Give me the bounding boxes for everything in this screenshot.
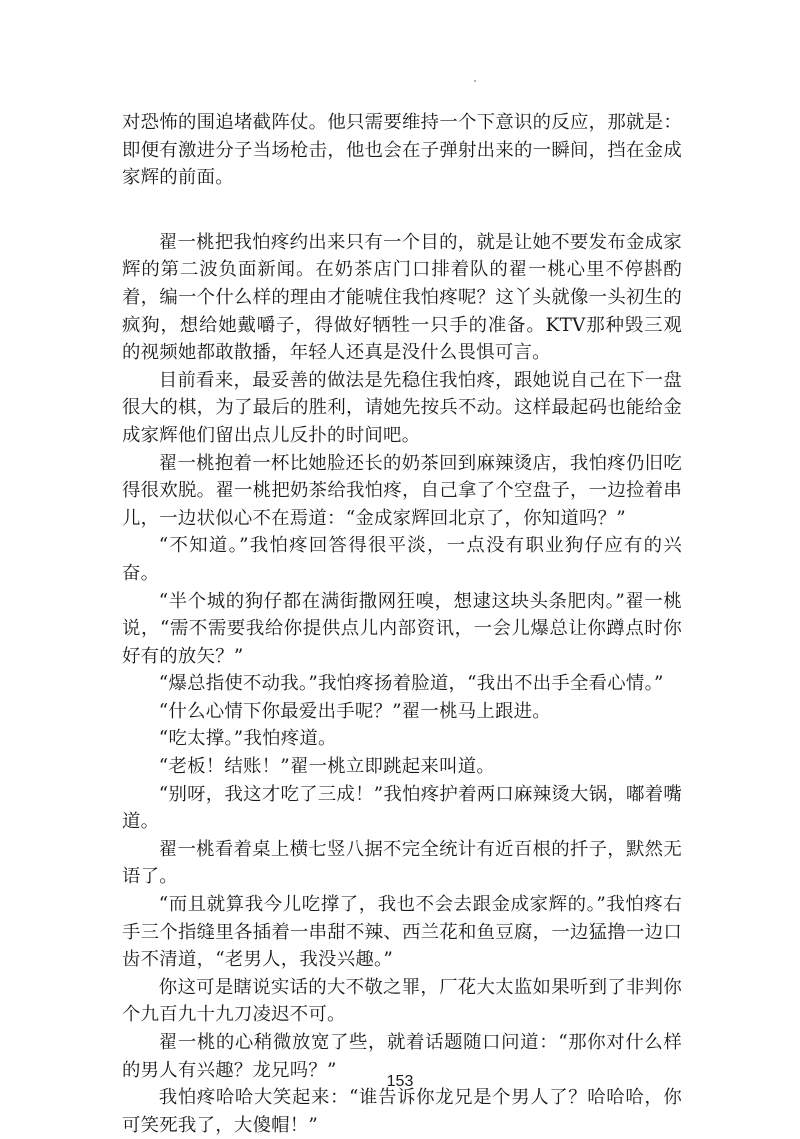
body-text — [122, 109, 682, 1139]
paragraph-continuation: 对恐怖的围追堵截阵仗。他只需要维持一个下意识的反应，那就是：即便有激进分子当场枪击，他也会在子弹射出来的一瞬间，挡在金成家辉的前面。 — [122, 112, 682, 189]
paragraph: “什么心情下你最爱出手呢？”翟一桃马上跟进。 — [158, 700, 551, 722]
paragraph: 翟一桃的心稍微放宽了些，就着话题随口问道：“那你对什么样的男人有兴趣？龙兄吗？” — [122, 1032, 682, 1081]
paragraph: “半个城的狗仔都在满街撒网狂嗅，想逮这块头条肥肉。”翟一桃说，“需不需要我给你提供点儿内部资讯，一会儿爆总让你蹲点时你好有的放矢？” — [122, 590, 682, 667]
paragraph: 我怕疼哈哈大笑起来：“谁告诉你龙兄是个男人了？哈哈哈，你可笑死我了，大傻帽！” — [122, 1087, 682, 1136]
paragraph: “老板！结账！”翟一桃立即跳起来叫道。 — [158, 756, 495, 778]
paragraph: 你这可是瞎说实话的大不敬之罪，厂花大太监如果听到了非判你个九百九十九刀凌迟不可。 — [122, 976, 682, 1026]
paragraph: 翟一桃把我怕疼约出来只有一个目的，就是让她不要发布金成家辉的第二波负面新闻。在奶茶店门口排着队的翟一桃心里不停斟酌着，编一个什么样的理由才能唬住我怕疼呢？这丫头就像一头初生的疯狗，想给她戴嚼子，得做好牺牲一只手的准备。KTV那种毁三观的视频她都敢散播，年轻人还真是没什么畏惧可言。 — [122, 231, 682, 364]
paragraph: 翟一桃看着桌上横七竖八据不完全统计有近百根的扦子，默然无语了。 — [122, 838, 682, 888]
page-number: 153 — [386, 1073, 414, 1090]
paragraph: 翟一桃抱着一杯比她脸还长的奶茶回到麻辣烫店，我怕疼仍旧吃得很欢脱。翟一桃把奶茶给我怕疼，自己拿了个空盘子，一边捡着串儿，一边状似心不在焉道：“金成家辉回北京了，你知道吗？” — [122, 452, 682, 529]
paragraph: “而且就算我今儿吃撑了，我也不会去跟金成家辉的。”我怕疼右手三个指缝里各插着一串甜不辣、西兰花和鱼豆腐，一边猛撸一边口齿不清道，“老男人，我没兴趣。” — [122, 894, 682, 971]
paragraph: “别呀，我这才吃了三成！”我怕疼护着两口麻辣烫大锅，嘟着嘴道。 — [122, 783, 682, 833]
paragraph: “爆总指使不动我。”我怕疼扬着脸道，“我出不出手全看心情。” — [158, 673, 664, 695]
paragraph: “吃太撑。”我怕疼道。 — [158, 728, 337, 750]
paragraph: “不知道。”我怕疼回答得很平淡，一点没有职业狗仔应有的兴奋。 — [122, 535, 682, 584]
scan-speck — [474, 80, 476, 82]
paragraph: 目前看来，最妥善的做法是先稳住我怕疼，跟她说自己在下一盘很大的棋，为了最后的胜利，请她先按兵不动。这样最起码也能给金成家辉他们留出点儿反扑的时间吧。 — [122, 369, 682, 446]
